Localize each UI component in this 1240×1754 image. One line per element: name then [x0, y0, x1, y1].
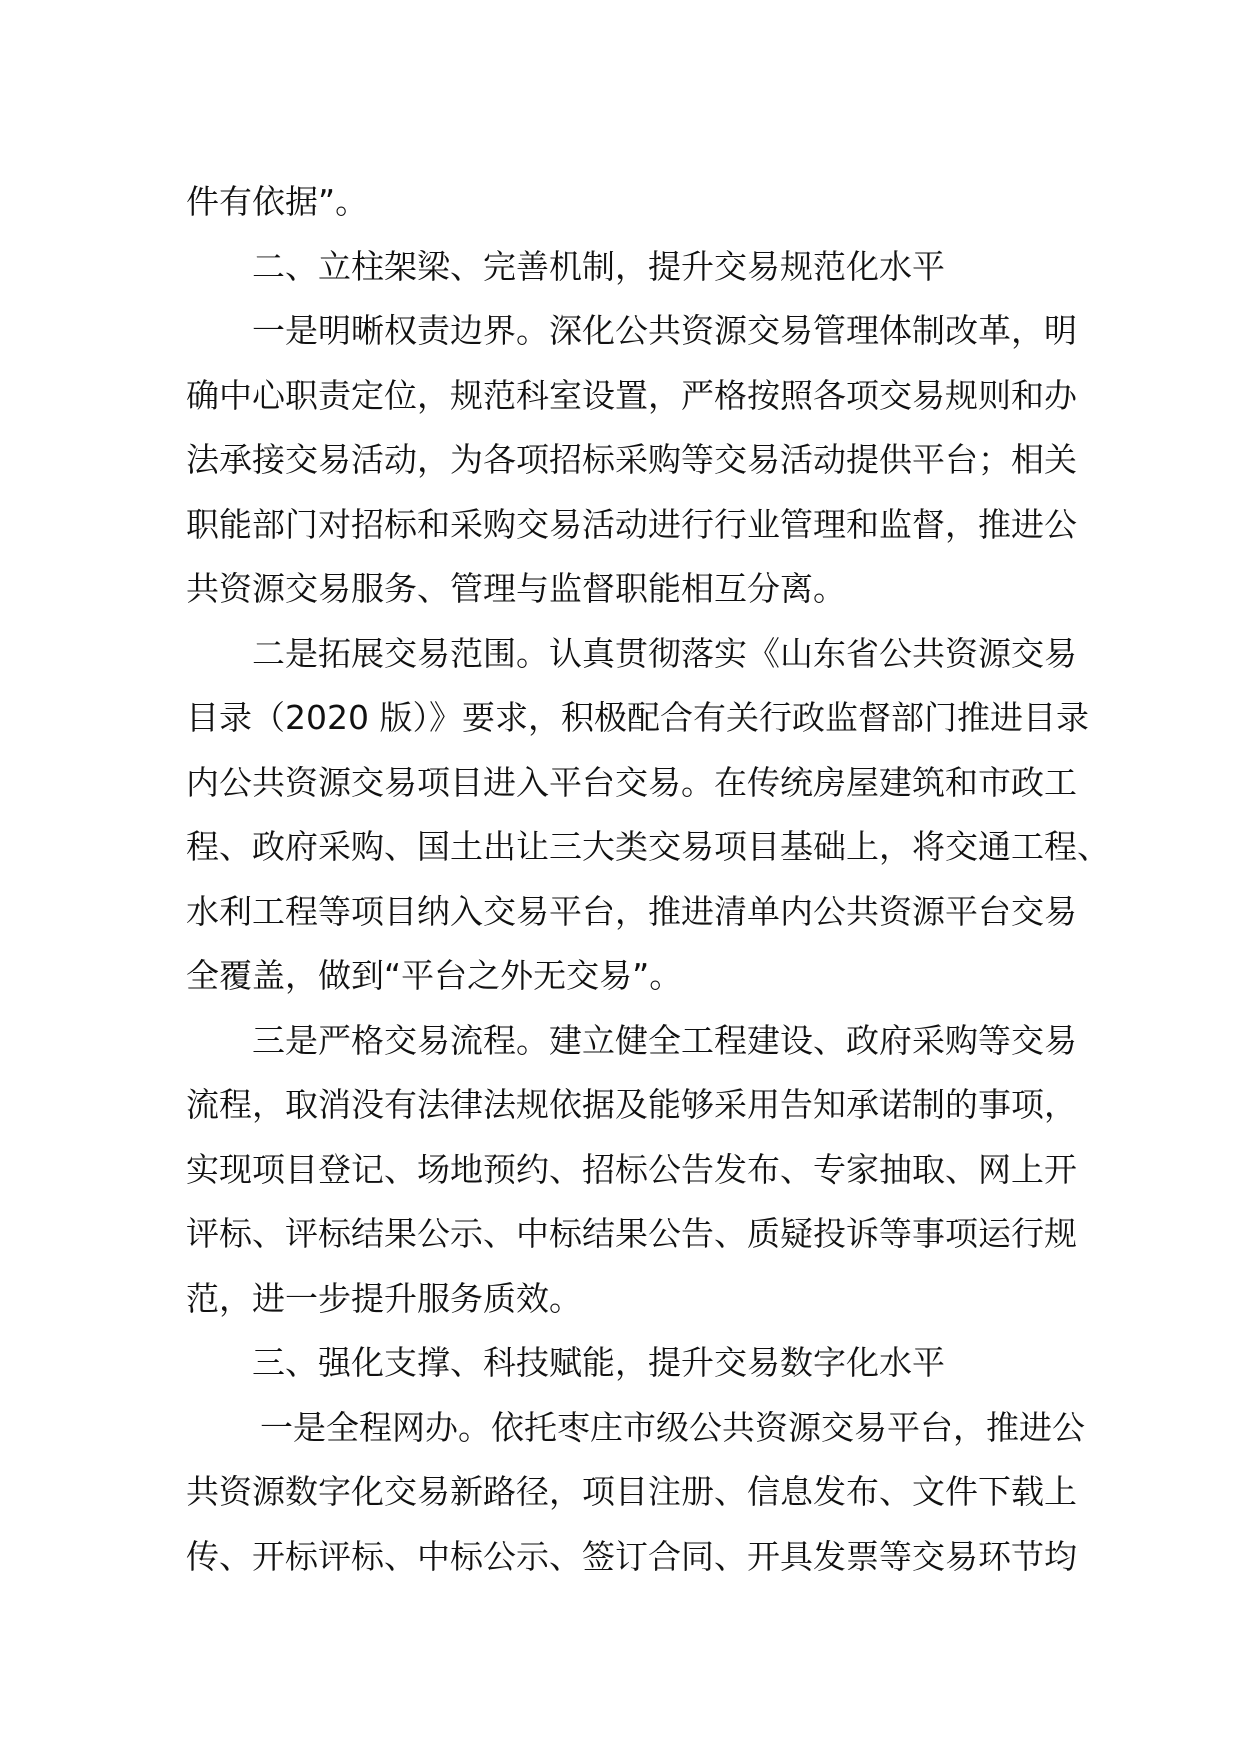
paragraph-line: 职能部门对招标和采购交易活动进行行业管理和监督，推进公 — [186, 504, 1077, 544]
paragraph-line: 全覆盖，做到“平台之外无交易”。 — [186, 956, 683, 995]
paragraph-line: 二是拓展交易范围。认真贯彻落实《山东省公共资源交易 — [252, 633, 1077, 673]
paragraph-line: 程、政府采购、国土出让三大类交易项目基础上，将交通工程、 — [186, 827, 1110, 866]
paragraph-line: 法承接交易活动，为各项招标采购等交易活动提供平台；相关 — [186, 440, 1077, 479]
paragraph-line: 件有依据”。 — [186, 182, 369, 221]
paragraph-line: 水利工程等项目纳入交易平台，推进清单内公共资源平台交易 — [186, 891, 1077, 931]
paragraph-line: 评标、评标结果公示、中标结果公告、质疑投诉等事项运行规 — [186, 1214, 1077, 1253]
paragraph-line: 范，进一步提升服务质效。 — [186, 1278, 582, 1318]
paragraph-line: 三是严格交易流程。建立健全工程建设、政府采购等交易 — [252, 1020, 1077, 1060]
paragraph-line: 一是全程网办。依托枣庄市级公共资源交易平台，推进公 — [260, 1407, 1085, 1447]
document-body — [186, 170, 1110, 1589]
paragraph-line: 共资源交易服务、管理与监督职能相互分离。 — [186, 569, 846, 608]
paragraph-line: 一是明晰权责边界。深化公共资源交易管理体制改革，明 — [252, 311, 1077, 350]
paragraph-line: 流程，取消没有法律法规依据及能够采用告知承诺制的事项， — [186, 1085, 1077, 1124]
section-heading: 二、立柱架梁、完善机制，提升交易规范化水平 — [252, 246, 945, 286]
paragraph-line: 实现项目登记、场地预约、招标公告发布、专家抽取、网上开 — [186, 1149, 1077, 1189]
paragraph-line: 传、开标评标、中标公示、签订合同、开具发票等交易环节均 — [186, 1536, 1077, 1576]
section-heading: 三、强化支撑、科技赋能，提升交易数字化水平 — [252, 1343, 945, 1382]
paragraph-line: 共资源数字化交易新路径，项目注册、信息发布、文件下载上 — [186, 1472, 1077, 1511]
paragraph-line: 确中心职责定位，规范科室设置，严格按照各项交易规则和办 — [186, 375, 1077, 415]
paragraph-line: 目录（2020 版）》要求，积极配合有关行政监督部门推进目录 — [186, 698, 1089, 737]
paragraph-line: 内公共资源交易项目进入平台交易。在传统房屋建筑和市政工 — [186, 762, 1077, 802]
